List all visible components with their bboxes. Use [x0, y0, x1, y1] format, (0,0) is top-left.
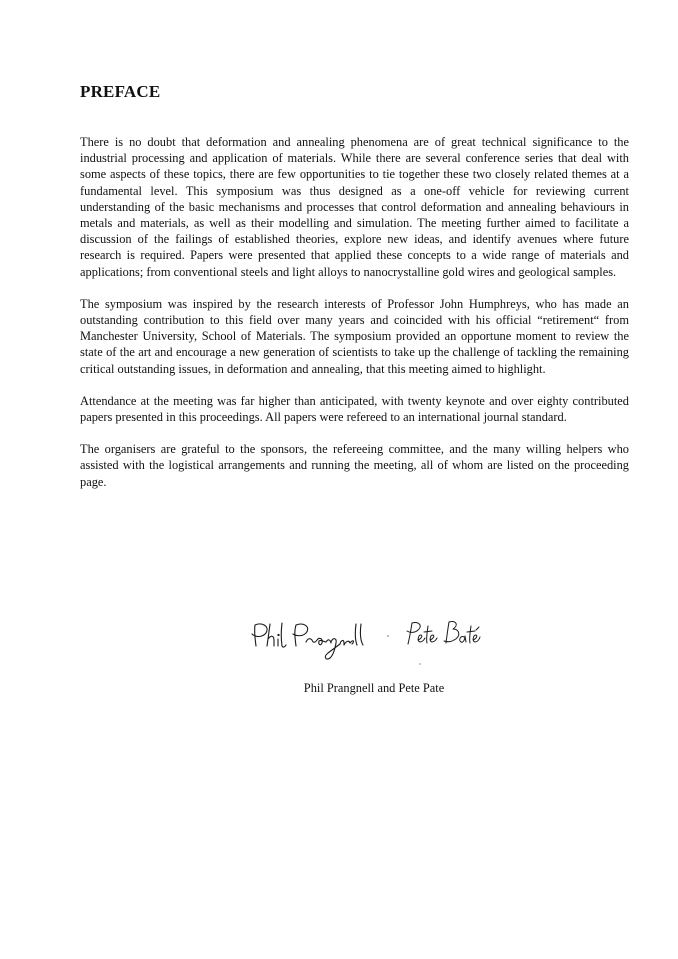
signature-bate: [407, 622, 480, 644]
preface-body: [80, 134, 629, 506]
paragraph-2: The symposium was inspired by the research interests of Professor John Humphreys, who has made an outstanding contribution to this field over many years and coincided with his official “retirement“ from Manchester University, School of Materials. The symposium provided an opportune moment to review the state of the art and encourage a new generation of scientists to take up the challenge of tackling the remaining critical outstanding issues, in deformation and annealing, that this meeting aimed to highlight.: [80, 296, 629, 376]
paragraph-1: There is no doubt that deformation and annealing phenomena are of great technical significance to the industrial processing and application of materials. While there are several conference series that deal with some aspects of these topics, there are few opportunities to tie together these two closely related themes at a fundamental level. This symposium was thus designed as a one-off vehicle for reviewing current understanding of the basic mechanisms and processes that control deformation and annealing behaviours in metals and materials, as well as their modelling and simulation. The meeting further aimed to facilitate a discussion of the failings of established theories, explore new ideas, and identify avenues where future research is required. Papers were presented that applied these concepts to a wide range of materials and applications; from conventional steels and light alloys to nanocrystalline gold wires and geological samples.: [80, 135, 629, 279]
signatures: [240, 612, 490, 672]
signature-prangnell: [252, 623, 363, 659]
paragraph-4: The organisers are grateful to the sponsors, the refereeing committee, and the many willing helpers who assisted with the logistical arrangements and running the meeting, all of whom are listed on the proceeding page.: [80, 442, 629, 489]
handwritten-signatures: [240, 612, 490, 672]
ink-mark: [387, 635, 388, 636]
paragraph-3: Attendance at the meeting was far higher than anticipated, with twenty keynote and over eighty contributed papers presented in this proceedings. All papers were refereed to an international journal standard.: [80, 393, 629, 425]
signatory-names: Phil Prangnell and Pete Pate: [303, 681, 445, 695]
ink-mark: [419, 663, 420, 664]
page-title: PREFACE: [80, 82, 161, 101]
